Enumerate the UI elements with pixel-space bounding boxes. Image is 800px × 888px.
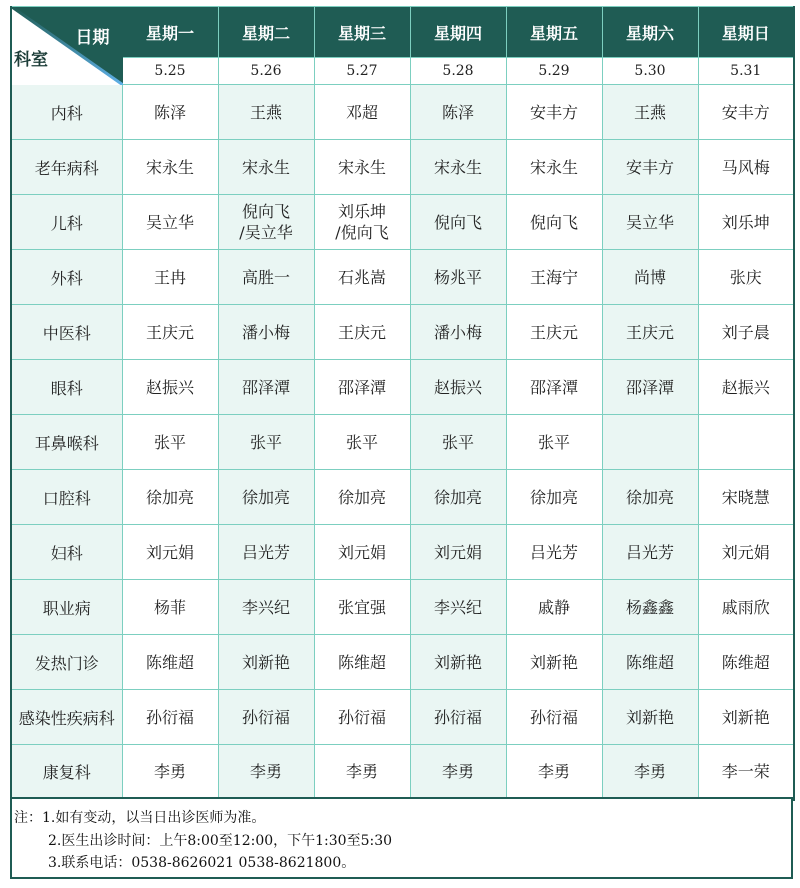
- doctor-name: 孙衍福: [241, 707, 290, 727]
- schedule-row: [11, 250, 794, 305]
- doctor-cell: [602, 470, 698, 525]
- doctor-name: 李勇: [441, 762, 474, 782]
- doctor-cell: [122, 305, 218, 360]
- doctor-cell: [218, 525, 314, 580]
- corner-header-cell: [11, 7, 122, 85]
- doctor-cell: [218, 745, 314, 800]
- schedule-row: [11, 415, 794, 470]
- doctor-cell: [218, 140, 314, 195]
- doctor-cell: [410, 140, 506, 195]
- doctor-name: 杨兆平: [433, 267, 482, 287]
- doctor-name: 王庆元: [529, 322, 578, 342]
- doctor-name: 徐加亮: [433, 487, 482, 507]
- doctor-cell: [602, 525, 698, 580]
- doctor-cell: [698, 470, 794, 525]
- doctor-name: 王燕: [633, 102, 666, 122]
- doctor-name: 王庆元: [625, 322, 674, 342]
- doctor-cell: [314, 745, 410, 800]
- doctor-cell: [218, 690, 314, 745]
- doctor-name: 张宜强: [337, 597, 386, 617]
- doctor-cell: [122, 360, 218, 415]
- department-cell: 外科: [11, 250, 122, 305]
- doctor-cell: [698, 195, 794, 250]
- doctor-cell: [506, 360, 602, 415]
- department-cell: 发热门诊: [11, 635, 122, 690]
- schedule-row: [11, 305, 794, 360]
- date-header: 5.27: [314, 58, 410, 85]
- doctor-name: 徐加亮: [337, 487, 386, 507]
- doctor-name: 孙衍福: [433, 707, 482, 727]
- doctor-name: 赵振兴: [721, 377, 770, 397]
- weekday-header: 星期日: [698, 7, 794, 58]
- doctor-cell: [218, 85, 314, 140]
- doctor-name: 孙衍福: [529, 707, 578, 727]
- doctor-name: 陈维超: [721, 652, 770, 672]
- doctor-cell: [122, 525, 218, 580]
- doctor-cell: [122, 415, 218, 470]
- doctor-cell: [602, 360, 698, 415]
- department-cell: 老年病科: [11, 140, 122, 195]
- doctor-cell: [506, 85, 602, 140]
- doctor-name: 安丰方: [721, 102, 770, 122]
- weekday-header: 星期一: [122, 7, 218, 58]
- doctor-cell: [122, 140, 218, 195]
- doctor-cell: [698, 745, 794, 800]
- doctor-name: 刘乐坤: [337, 202, 386, 221]
- doctor-cell: [698, 305, 794, 360]
- doctor-cell: [506, 140, 602, 195]
- schedule-row: [11, 360, 794, 415]
- doctor-cell: [314, 580, 410, 635]
- doctor-name: 刘元娟: [145, 542, 194, 562]
- schedule-row: [11, 470, 794, 525]
- department-cell: 儿科: [11, 195, 122, 250]
- doctor-cell: [506, 635, 602, 690]
- doctor-name: 陈泽: [441, 102, 474, 122]
- doctor-name: 李勇: [153, 762, 186, 782]
- date-header-row: [11, 58, 794, 85]
- doctor-name: 邵泽潭: [625, 377, 674, 397]
- doctor-name: 刘新艳: [433, 652, 482, 672]
- doctor-name: 张平: [537, 432, 570, 452]
- doctor-name: 赵振兴: [145, 377, 194, 397]
- note-line: 3.联系电话：0538-8626021 0538-8621800。: [48, 855, 356, 871]
- doctor-name: 马风梅: [721, 157, 770, 177]
- doctor-cell: [506, 470, 602, 525]
- doctor-cell: [122, 690, 218, 745]
- doctor-cell: [314, 140, 410, 195]
- department-cell: 内科: [11, 85, 122, 140]
- doctor-name: 宋晓慧: [721, 487, 770, 507]
- doctor-cell: [602, 635, 698, 690]
- schedule-row: [11, 525, 794, 580]
- schedule-row: [11, 140, 794, 195]
- doctor-cell: [410, 415, 506, 470]
- department-cell: 口腔科: [11, 470, 122, 525]
- doctor-cell: [602, 580, 698, 635]
- doctor-name: 宋永生: [241, 157, 290, 177]
- doctor-name: 徐加亮: [529, 487, 578, 507]
- doctor-cell: [698, 525, 794, 580]
- doctor-cell: [218, 250, 314, 305]
- doctor-name: 陈维超: [625, 652, 674, 672]
- doctor-cell: [122, 470, 218, 525]
- department-cell: 职业病: [11, 580, 122, 635]
- doctor-cell: [506, 250, 602, 305]
- doctor-name: 潘小梅: [241, 322, 290, 342]
- doctor-cell: [122, 85, 218, 140]
- weekday-header: 星期三: [314, 7, 410, 58]
- doctor-name: 倪向飞: [241, 202, 290, 221]
- doctor-name: 李勇: [249, 762, 282, 782]
- doctor-cell: [314, 635, 410, 690]
- doctor-cell: [506, 580, 602, 635]
- doctor-name: 宋永生: [529, 157, 578, 177]
- doctor-name: 李勇: [345, 762, 378, 782]
- weekday-header-row: [11, 7, 794, 58]
- schedule-row: [11, 195, 794, 250]
- doctor-cell: [410, 195, 506, 250]
- doctor-name: 张平: [153, 432, 186, 452]
- doctor-name: 宋永生: [433, 157, 482, 177]
- corner-dept-label: 科室: [14, 50, 48, 70]
- doctor-name: 宋永生: [145, 157, 194, 177]
- doctor-cell: [698, 580, 794, 635]
- doctor-name: 倪向飞: [529, 212, 578, 232]
- doctor-cell: [314, 360, 410, 415]
- doctor-cell: [410, 525, 506, 580]
- schedule-row: [11, 580, 794, 635]
- doctor-cell: [410, 305, 506, 360]
- doctor-cell: [602, 85, 698, 140]
- doctor-name: 张平: [345, 432, 378, 452]
- doctor-name: 李勇: [633, 762, 666, 782]
- doctor-cell: [218, 635, 314, 690]
- schedule-row: [11, 690, 794, 745]
- doctor-name: 宋永生: [337, 157, 386, 177]
- duty-schedule-table: [10, 6, 795, 801]
- note-line: 2.医生出诊时间：上午8:00至12:00，下午1:30至5:30: [48, 833, 393, 849]
- doctor-cell: [602, 195, 698, 250]
- doctor-cell: [506, 690, 602, 745]
- doctor-cell: [602, 415, 698, 470]
- doctor-name: 李兴纪: [433, 597, 482, 617]
- doctor-name: 吴立华: [625, 212, 674, 232]
- doctor-cell: [314, 415, 410, 470]
- doctor-name: 杨菲: [153, 597, 186, 617]
- department-cell: 感染性疾病科: [11, 690, 122, 745]
- doctor-cell: [698, 415, 794, 470]
- doctor-cell: [410, 250, 506, 305]
- doctor-name: 杨鑫鑫: [625, 597, 674, 617]
- doctor-cell: [218, 360, 314, 415]
- doctor-name: 吕光芳: [241, 542, 290, 562]
- schedule-row: [11, 85, 794, 140]
- doctor-name: 倪向飞: [433, 212, 482, 232]
- doctor-name: 李兴纪: [241, 597, 290, 617]
- weekday-header: 星期四: [410, 7, 506, 58]
- date-header: 5.28: [410, 58, 506, 85]
- doctor-cell: [602, 690, 698, 745]
- notes-box: [10, 797, 793, 879]
- doctor-cell: [410, 690, 506, 745]
- doctor-name: 刘新艳: [625, 707, 674, 727]
- doctor-name: 王庆元: [337, 322, 386, 342]
- doctor-name: 陈泽: [153, 102, 186, 122]
- doctor-cell: [506, 415, 602, 470]
- schedule-row: [11, 745, 794, 800]
- doctor-cell: [506, 305, 602, 360]
- doctor-name: 徐加亮: [625, 487, 674, 507]
- doctor-cell: [506, 195, 602, 250]
- doctor-cell: [314, 250, 410, 305]
- doctor-cell: [410, 580, 506, 635]
- doctor-name: 安丰方: [625, 157, 674, 177]
- department-cell: 中医科: [11, 305, 122, 360]
- doctor-name: 刘新艳: [529, 652, 578, 672]
- doctor-cell: [698, 85, 794, 140]
- doctor-name: 刘元娟: [433, 542, 482, 562]
- date-header: 5.25: [122, 58, 218, 85]
- doctor-name: 王冉: [153, 267, 186, 287]
- department-cell: 眼科: [11, 360, 122, 415]
- doctor-cell: [218, 305, 314, 360]
- doctor-name: 刘元娟: [721, 542, 770, 562]
- doctor-cell: [602, 140, 698, 195]
- doctor-name: 邵泽潭: [337, 377, 386, 397]
- doctor-name: 李一荣: [721, 762, 770, 782]
- doctor-name: 戚静: [537, 597, 570, 617]
- doctor-cell: [506, 745, 602, 800]
- doctor-cell: [602, 745, 698, 800]
- doctor-cell: [122, 745, 218, 800]
- doctor-cell: [410, 85, 506, 140]
- doctor-name: 刘新艳: [721, 707, 770, 727]
- doctor-name: 尚博: [633, 267, 666, 287]
- doctor-name: /吴立华: [239, 223, 293, 242]
- date-header: 5.31: [698, 58, 794, 85]
- doctor-cell: [218, 415, 314, 470]
- doctor-cell: [314, 470, 410, 525]
- doctor-cell: [122, 195, 218, 250]
- weekday-header: 星期二: [218, 7, 314, 58]
- doctor-cell: [410, 745, 506, 800]
- doctor-name: 王燕: [249, 102, 282, 122]
- doctor-name: 徐加亮: [241, 487, 290, 507]
- department-cell: 康复科: [11, 745, 122, 800]
- doctor-cell: [122, 635, 218, 690]
- doctor-name: 刘新艳: [241, 652, 290, 672]
- note-line: 注：1.如有变动，以当日出诊医师为准。: [14, 810, 266, 826]
- doctor-name: 安丰方: [529, 102, 578, 122]
- date-header: 5.26: [218, 58, 314, 85]
- doctor-name: 孙衍福: [337, 707, 386, 727]
- doctor-name: 张平: [441, 432, 474, 452]
- doctor-name: 刘乐坤: [721, 212, 770, 232]
- weekday-header: 星期五: [506, 7, 602, 58]
- department-cell: 妇科: [11, 525, 122, 580]
- date-header: 5.30: [602, 58, 698, 85]
- doctor-cell: [218, 580, 314, 635]
- doctor-cell: [410, 470, 506, 525]
- doctor-cell: [314, 195, 410, 250]
- schedule-row: [11, 635, 794, 690]
- doctor-cell: [698, 360, 794, 415]
- doctor-name: /倪向飞: [335, 223, 389, 242]
- doctor-name: 孙衍福: [145, 707, 194, 727]
- doctor-cell: [122, 250, 218, 305]
- date-header: 5.29: [506, 58, 602, 85]
- doctor-cell: [602, 250, 698, 305]
- doctor-name: 赵振兴: [433, 377, 482, 397]
- doctor-name: 邓超: [345, 102, 378, 122]
- doctor-name: 王庆元: [145, 322, 194, 342]
- doctor-cell: [410, 635, 506, 690]
- doctor-name: 高胜一: [241, 267, 290, 287]
- doctor-cell: [698, 140, 794, 195]
- doctor-name: 刘子晨: [721, 322, 770, 342]
- doctor-cell: [602, 305, 698, 360]
- doctor-name: 王海宁: [529, 267, 578, 287]
- doctor-cell: [314, 525, 410, 580]
- doctor-name: 吕光芳: [529, 542, 578, 562]
- corner-date-label: 日期: [75, 28, 110, 48]
- doctor-name: 吴立华: [145, 212, 194, 232]
- weekday-header: 星期六: [602, 7, 698, 58]
- doctor-name: 陈维超: [337, 652, 386, 672]
- doctor-name: 刘元娟: [337, 542, 386, 562]
- doctor-name: 邵泽潭: [241, 377, 290, 397]
- doctor-cell: [218, 470, 314, 525]
- doctor-name: 徐加亮: [145, 487, 194, 507]
- doctor-name: 邵泽潭: [529, 377, 578, 397]
- doctor-name: 陈维超: [145, 652, 194, 672]
- doctor-cell: [698, 690, 794, 745]
- doctor-cell: [698, 250, 794, 305]
- doctor-name: 戚雨欣: [721, 597, 770, 617]
- department-cell: 耳鼻喉科: [11, 415, 122, 470]
- doctor-cell: [410, 360, 506, 415]
- doctor-cell: [698, 635, 794, 690]
- doctor-cell: [314, 305, 410, 360]
- doctor-cell: [314, 690, 410, 745]
- doctor-name: 张平: [249, 432, 282, 452]
- doctor-cell: [314, 85, 410, 140]
- doctor-name: 李勇: [537, 762, 570, 782]
- doctor-cell: [506, 525, 602, 580]
- doctor-cell: [218, 195, 314, 250]
- doctor-name: 潘小梅: [433, 322, 482, 342]
- doctor-cell: [122, 580, 218, 635]
- doctor-name: 吕光芳: [625, 542, 674, 562]
- doctor-name: 石兆嵩: [337, 267, 386, 287]
- doctor-name: 张庆: [729, 267, 762, 287]
- schedule-body: [11, 85, 794, 800]
